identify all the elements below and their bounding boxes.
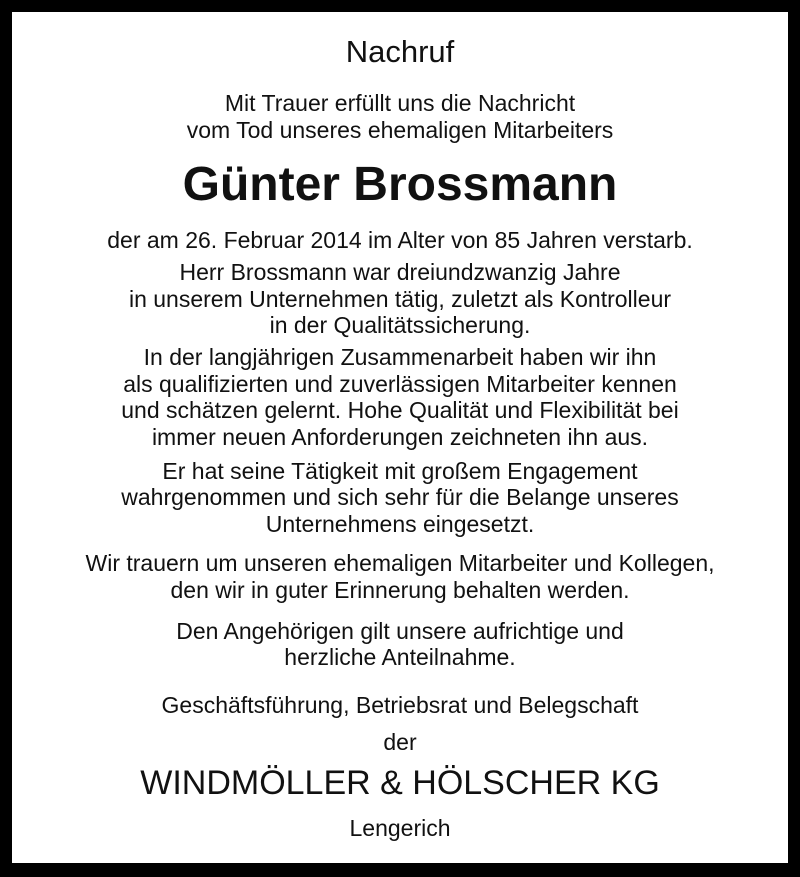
paragraph-line: Unternehmens eingesetzt. bbox=[265, 511, 535, 537]
death-line: der am 26. Februar 2014 im Alter von 85 Jahren verstarb. bbox=[107, 227, 693, 253]
paragraph-line: den wir in guter Erinnerung behalten werden. bbox=[170, 577, 630, 603]
paragraph-line: und schätzen gelernt. Hohe Qualität und Flexibilität bei bbox=[121, 397, 679, 423]
deceased-name: Günter Brossmann bbox=[182, 158, 618, 211]
company-name: WINDMÖLLER & HÖLSCHER KG bbox=[140, 764, 660, 802]
intro-line: Mit Trauer erfüllt uns die Nachricht bbox=[224, 90, 576, 116]
obituary-title: Nachruf bbox=[345, 34, 455, 69]
paragraph-line: in unserem Unternehmen tätig, zuletzt als Kontrolleur bbox=[128, 286, 672, 312]
signature-der: der bbox=[383, 729, 417, 755]
paragraph-line: immer neuen Anforderungen zeichneten ihn aus. bbox=[151, 424, 649, 450]
paragraph-line: Herr Brossmann war dreiundzwanzig Jahre bbox=[179, 259, 621, 285]
signature-line: Geschäftsführung, Betriebsrat und Belegschaft bbox=[161, 692, 639, 718]
intro-line: vom Tod unseres ehemaligen Mitarbeiters bbox=[186, 117, 614, 143]
paragraph-line: in der Qualitätssicherung. bbox=[269, 312, 531, 338]
paragraph-line: Den Angehörigen gilt unsere aufrichtige und bbox=[176, 618, 624, 644]
company-city: Lengerich bbox=[349, 815, 451, 841]
paragraph-line: Wir trauern um unseren ehemaligen Mitarbeiter und Kollegen, bbox=[85, 550, 715, 576]
paragraph-line: In der langjährigen Zusammenarbeit haben wir ihn bbox=[143, 344, 657, 370]
paragraph-line: herzliche Anteilnahme. bbox=[284, 644, 516, 670]
paragraph-line: als qualifizierten und zuverlässigen Mitarbeiter kennen bbox=[123, 371, 677, 397]
paragraph-line: wahrgenommen und sich sehr für die Belange unseres bbox=[121, 484, 679, 510]
paragraph-line: Er hat seine Tätigkeit mit großem Engagement bbox=[162, 458, 638, 484]
